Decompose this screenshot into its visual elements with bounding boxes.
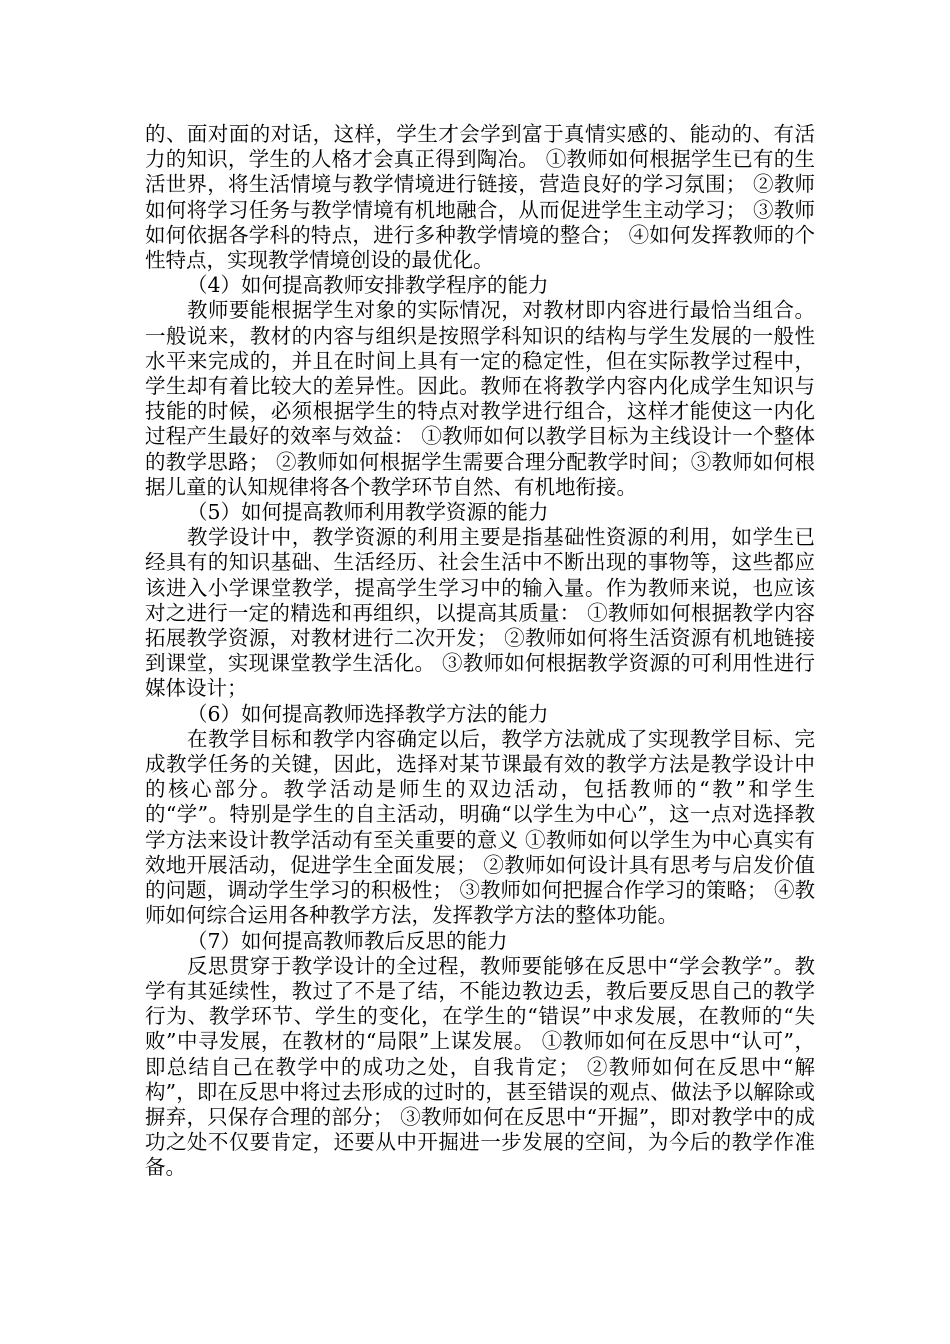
section-body-6: 在教学目标和教学内容确定以后，教学方法就成了实现教学目标、完成教学任务的关键，因此，选择对某节课最有效的教学方法是教学设计中的核心部分。教学活动是师生的双边活动，包括教师的“教”和学生的“学”。特别是学生的自主活动，明确“以学生为中心”，这一点对选择教学方法来设计教学活动有至关重要的意义 ①教师如何以学生为中心真实有效地开展活动，促进学生全面发展； ②教师如何设计具有思考与启发价值的问题，调动学生学习的积极性； ③教师如何把握合作学习的策略； ④教师如何综合运用各种教学方法，发挥教学方法的整体功能。 — [145, 726, 815, 928]
section-heading-5: （5）如何提高教师利用教学资源的能力 — [187, 500, 549, 525]
section-body-4: 教师要能根据学生对象的实际情况，对教材即内容进行最恰当组合。一般说来，教材的内容与组织是按照学科知识的结构与学生发展的一般性水平来完成的，并且在时间上具有一定的稳定性，但在实际教学过程中，学生却有着比较大的差异性。因此。教师在将教学内容内化成学生知识与技能的时候，必须根据学生的特点对教学进行组合，这样才能使这一内化过程产生最好的效率与效益： ①教师如何以教学目标为主线设计一个整体的教学思路； ②教师如何根据学生需要合理分配教学时间；③教师如何根据儿童的认知规律将各个教学环节自然、有机地衔接。 — [145, 298, 815, 499]
continuation-paragraph: 的、面对面的对话，这样，学生才会学到富于真情实感的、能动的、有活力的知识，学生的人格才会真正得到陶冶。 ①教师如何根据学生已有的生活世界，将生活情境与教学情境进行链接，营造良好的学习氛围； ②教师如何将学习任务与教学情境有机地融合，从而促进学生主动学习； ③教师如何依据各学科的特点，进行多种教学情境的整合； ④如何发挥教师的个性特点，实现教学情境创设的最优化。 — [145, 122, 815, 273]
document-page — [145, 122, 815, 1181]
section-heading-4: （4）如何提高教师安排教学程序的能力 — [187, 273, 549, 298]
section-heading-6: （6）如何提高教师选择教学方法的能力 — [187, 701, 549, 726]
section-heading-7: （7）如何提高教师教后反思的能力 — [187, 928, 508, 953]
section-body-5: 教学设计中，教学资源的利用主要是指基础性资源的利用，如学生已经具有的知识基础、生活经历、社会生活中不断出现的事物等，这些都应该进入小学课堂教学，提高学生学习中的输入量。作为教师来说，也应该对之进行一定的精选和再组织，以提高其质量： ①教师如何根据教学内容拓展教学资源，对教材进行二次开发； ②教师如何将生活资源有机地链接到课堂，实现课堂教学生活化。 ③教师如何根据教学资源的可利用性进行媒体设计； — [145, 525, 815, 701]
section-body-7: 反思贯穿于教学设计的全过程，教师要能够在反思中“学会教学”。教学有其延续性，教过了不是了结，不能边教边丢，教后要反思自己的教学行为、教学环节、学生的变化，在学生的“错误”中求发展，在教师的“失败”中寻发展，在教材的“局限”上谋发展。 ①教师如何在反思中“认可”，即总结自己在教学中的成功之处，自我肯定； ②教师如何在反思中“解构”，即在反思中将过去形成的过时的，甚至错误的观点、做法予以解除或摒弃，只保存合理的部分； ③教师如何在反思中“开掘”，即对教学中的成功之处不仅要肯定，还要从中开掘进一步发展的空间，为今后的教学作准备。 — [145, 953, 815, 1180]
